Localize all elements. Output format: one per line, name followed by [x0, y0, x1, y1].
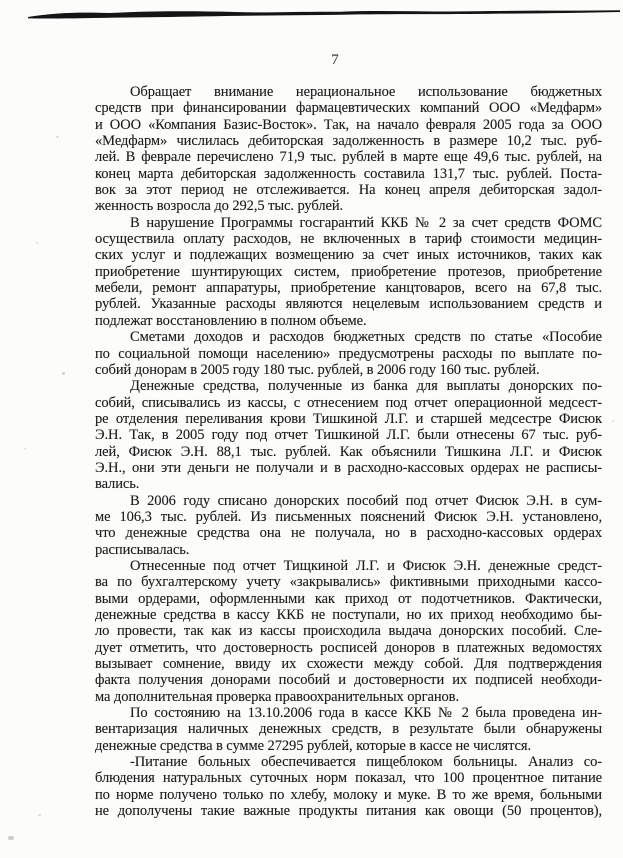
text-line: В 2006 году списано донорских пособий под отчет Фисюк Э.Н. в сум- [130, 492, 602, 509]
scan-noise-speck [612, 420, 614, 422]
text-line: что денежные средства она не получала, но в расходно-кассовых ордерах [95, 525, 602, 542]
text-line: осуществила оплату расходов, не включенных в тариф стоимости медицин- [95, 231, 602, 248]
text-line: лей. В феврале перечислено 71,9 тыс. рублей в марте еще 49,6 тыс. рублей, на [95, 149, 602, 166]
text-line: ма дополнительная проверка правоохранительных органов. [95, 688, 459, 705]
text-line: вались. [95, 476, 140, 493]
text-line: блюдения натуральных суточных норм показал, что 100 процентное питание [95, 770, 602, 787]
text-line: Обращает внимание нерациональное использование бюджетных [130, 84, 602, 100]
text-line: подлежат восстановлению в полном объеме. [95, 312, 367, 329]
text-line: расписывалась. [95, 541, 190, 558]
text-line: дует отметить, что достоверность росписей доноров в платежных ведомостях [95, 639, 602, 656]
text-line: Э.Н. Так, в 2005 году под отчет Тишкиной Л.Г. были отнесены 67 тыс. руб- [95, 427, 602, 444]
text-line: средств при финансировании фармацевтических компаний ООО «Медфарм» [95, 100, 602, 117]
text-line: вызывает сомнение, ввиду их схожести между собой. Для подтверждения [95, 656, 602, 673]
text-line: приобретение шунтирующих систем, приобретение протезов, приобретение [95, 263, 602, 280]
scan-noise-speck [62, 372, 65, 375]
scan-noise-speck [24, 448, 26, 450]
scan-noise-speck [36, 242, 38, 244]
text-line: рублей. Указанные расходы являются нецелевым использованием средств и [95, 296, 602, 313]
text-line: по норме получено только по хлебу, молоку и муке. В то же время, больными [95, 786, 602, 803]
text-line: мебели, ремонт аппаратуры, приобретение канцтоваров, всего на 67,8 тыс. [95, 280, 602, 297]
text-line: -Питание больных обеспечивается пищеблоком больницы. Анализ со- [130, 754, 602, 771]
text-line: Сметами доходов и расходов бюджетных средств по статье «Пособие [130, 329, 602, 346]
text-line: выми ордерами, оформленными как приход от подотчетников. Фактически, [95, 590, 602, 607]
text-line: Э.Н., они эти деньги не получали и в расходно-кассовых ордерах не расписы- [95, 459, 602, 476]
text-line: не дополучены такие важные продукты питания как овощи (50 процентов), [95, 803, 602, 820]
text-line: Денежные средства, полученные из банка для выплаты донорских по- [130, 378, 602, 395]
text-line: конец марта дебиторская задолженность составила 131,7 тыс. рублей. Поста- [95, 165, 602, 182]
text-block [95, 84, 602, 819]
page-number: 7 [331, 52, 339, 68]
scan-artifact-path [28, 10, 620, 18]
text-line: лей, Фисюк Э.Н. 88,1 тыс. рублей. Как объяснили Тишкина Л.Г. и Фисюк [95, 443, 602, 460]
text-line: По состоянию на 13.10.2006 года в кассе ККБ № 2 была проведена ин- [130, 705, 602, 722]
text-line: «Медфарм» числилась дебиторская задолженность в размере 10,2 тыс. руб- [95, 133, 602, 150]
text-line: и ООО «Компания Базис-Восток». Так, на начало февраля 2005 года за ООО [95, 116, 602, 133]
text-line: Отнесенные под отчет Тищкиной Л.Г. и Фисюк Э.Н. денежные средст- [130, 557, 602, 574]
scan-noise-speck [38, 814, 41, 816]
text-line: ме 106,3 тыс. рублей. Из письменных пояснений Фисюк Э.Н. установлено, [95, 508, 602, 525]
text-line: факта получения донорами пособий и достоверности их подписей необходи- [95, 672, 602, 689]
scan-artifact-top-edge [0, 0, 623, 26]
text-line: денежные средства в кассу ККБ не поступали, но их приход необходимо бы- [95, 607, 602, 623]
text-line: вок за этот период не отслеживается. На конец апреля дебиторская задол- [95, 182, 602, 199]
text-line: по социальной помощи населению» предусмотрены расходы по выплате по- [95, 345, 602, 362]
text-line: ло провести, так как из кассы происходила выдача донорских пособий. Сле- [95, 623, 602, 640]
scan-noise-speck [8, 836, 14, 840]
text-line: собий, списывались из кассы, с отнесением под отчет операционной медсест- [95, 394, 602, 411]
text-line: ре отделения переливания крови Тишкиной Л.Г. и старшей медсестре Фисюк [95, 410, 602, 427]
text-line: женность возросла до 292,5 тыс. рублей. [95, 198, 344, 215]
text-line: денежные средства в сумме 27295 рублей, которые в кассе не числятся. [95, 737, 532, 754]
text-line: В нарушение Программы госгарантий ККБ № 2 за счет средств ФОМС [130, 214, 602, 231]
text-line: ва по бухгалтерскому учету «закрывались» фиктивными приходными кассо- [95, 574, 602, 591]
text-line: собий донорам в 2005 году 180 тыс. рублей, в 2006 году 160 тыс. рублей. [95, 361, 540, 378]
text-line: ских услуг и подлежащих возмещению за счет иных источников, таких как [95, 247, 602, 264]
text-line: вентаризация наличных денежных средств, в результате были обнаружены [95, 721, 602, 738]
scan-noise-speck [56, 136, 59, 138]
